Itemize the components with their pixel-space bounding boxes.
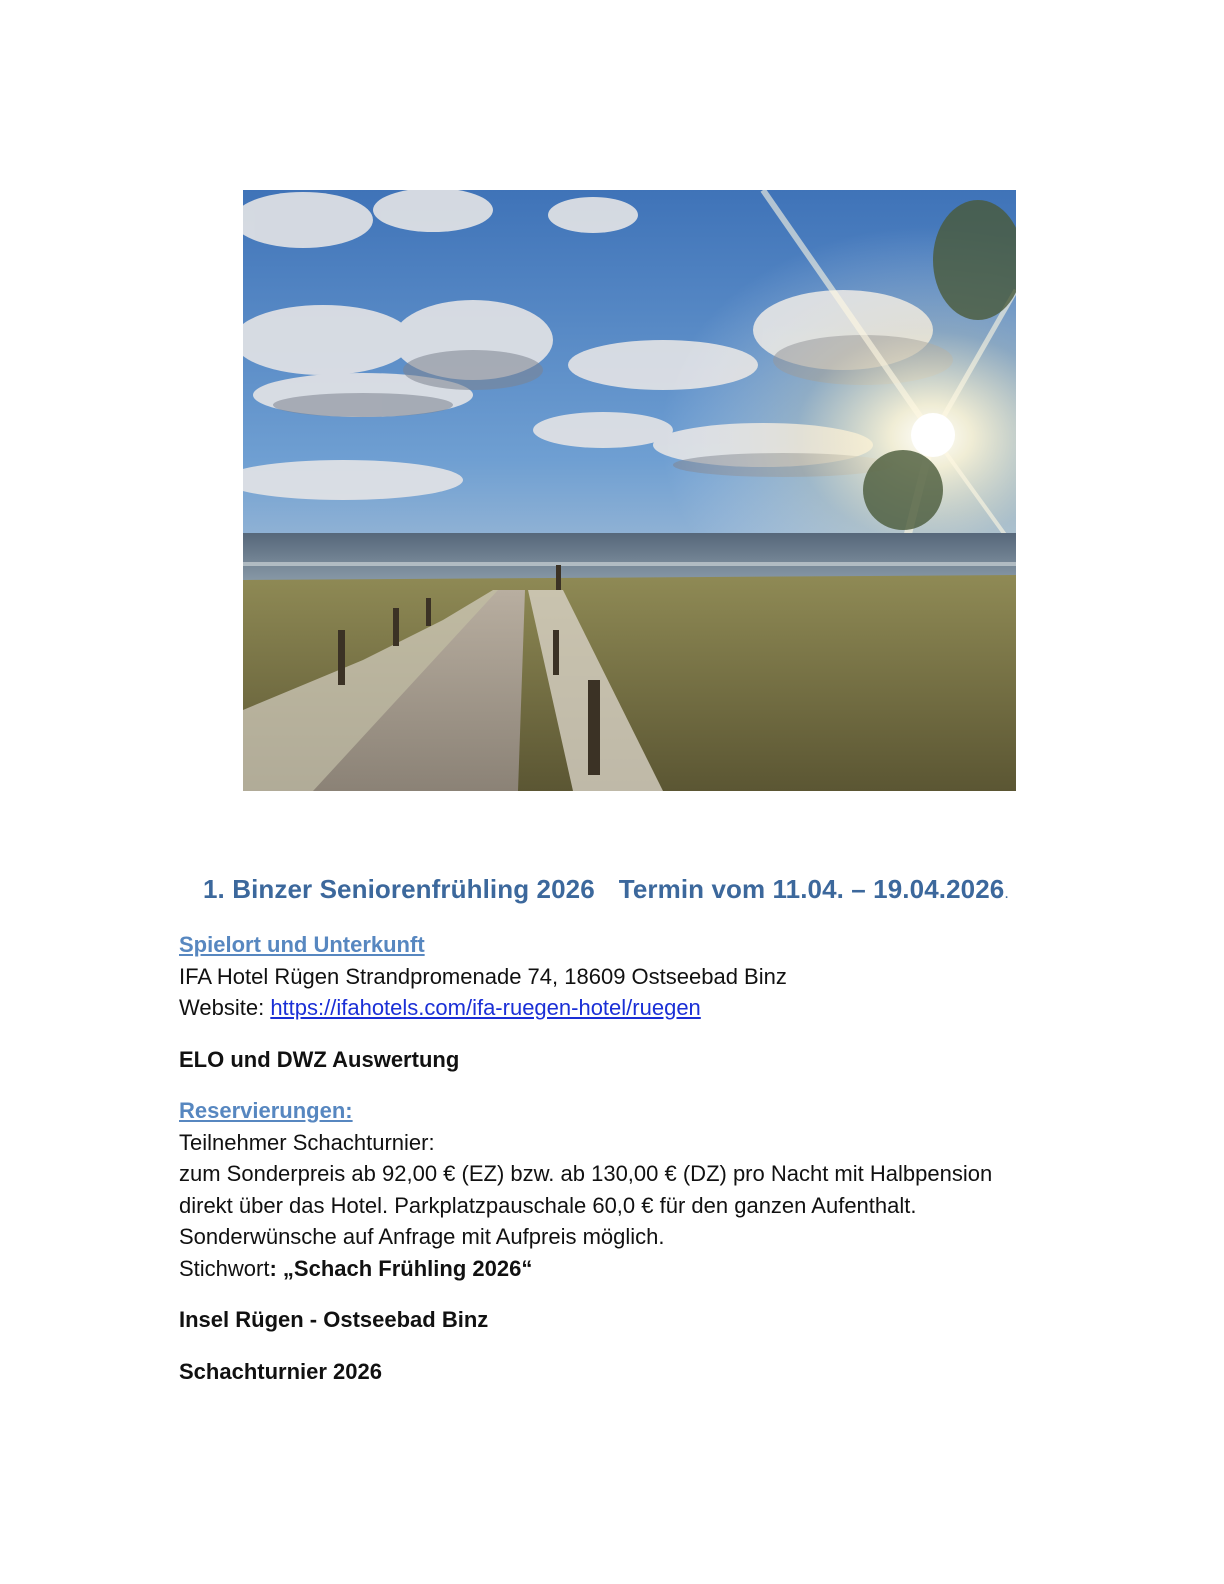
title-trailing-dot: . bbox=[1004, 885, 1009, 902]
website-label: Website: bbox=[179, 995, 271, 1020]
beach-photo bbox=[243, 190, 1016, 791]
rating-section bbox=[179, 1044, 1079, 1076]
tournament-text: Schachturnier 2026 bbox=[179, 1358, 382, 1384]
keyword-label: Stichwort bbox=[179, 1255, 270, 1281]
tournament-section bbox=[179, 1356, 1079, 1388]
location-text: Insel Rügen - Ostseebad Binz bbox=[179, 1307, 489, 1332]
reservations-line-4: Sonderwünsche auf Anfrage mit Aufpreis möglich. bbox=[179, 1224, 665, 1249]
venue-heading: Spielort und Unterkunft bbox=[179, 932, 425, 957]
event-title: 1. Binzer Seniorenfrühling 2026 bbox=[203, 874, 595, 904]
rating-text: ELO und DWZ Auswertung bbox=[179, 1046, 460, 1072]
reservations-line-2: zum Sonderpreis ab 92,00 € (EZ) bzw. ab 130,00 € (DZ) pro Nacht mit Halbpension bbox=[179, 1161, 993, 1186]
website-line bbox=[179, 992, 1079, 1024]
document-body bbox=[179, 929, 1079, 1407]
reservations-section bbox=[179, 1095, 1079, 1284]
keyword-value: : „Schach Frühling 2026“ bbox=[269, 1255, 533, 1281]
keyword-line bbox=[179, 1253, 1079, 1285]
location-section bbox=[179, 1304, 1079, 1336]
reservations-line-3: direkt über das Hotel. Parkplatzpauschale 60,0 € für den ganzen Aufenthalt. bbox=[179, 1192, 917, 1218]
event-date: Termin vom 11.04. – 19.04.2026 bbox=[618, 874, 1005, 904]
venue-section bbox=[179, 929, 1079, 1024]
beach-sunset-image bbox=[243, 190, 1016, 791]
event-title-line bbox=[203, 874, 1009, 905]
venue-address: IFA Hotel Rügen Strandpromenade 74, 18609 Ostseebad Binz bbox=[179, 963, 787, 989]
website-link[interactable]: https://ifahotels.com/ifa-ruegen-hotel/ruegen bbox=[270, 995, 701, 1020]
reservations-line-1: Teilnehmer Schachturnier: bbox=[179, 1129, 435, 1155]
reservations-heading: Reservierungen: bbox=[179, 1098, 353, 1123]
